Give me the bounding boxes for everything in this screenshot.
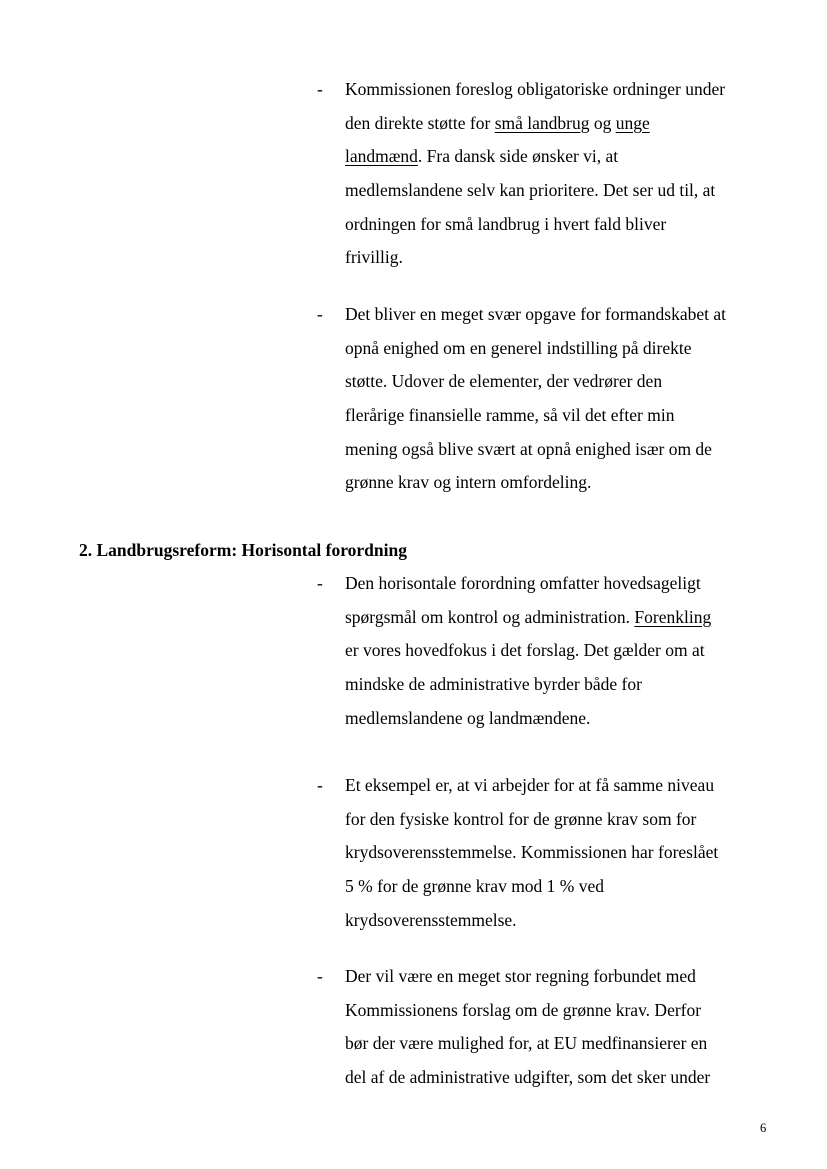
text-line — [345, 140, 777, 174]
bullet-dash: - — [317, 966, 323, 986]
text-line — [345, 836, 777, 870]
text-segment: mening også blive svært at opnå enighed især om de — [345, 438, 712, 459]
text-segment: flerårige finansielle ramme, så vil det efter min — [345, 405, 675, 426]
text-segment: for den fysiske kontrol for de grønne krav som for — [345, 808, 697, 829]
text-line — [345, 466, 777, 500]
text-line — [345, 73, 777, 107]
page-number: 6 — [760, 1121, 767, 1135]
text-line — [345, 332, 777, 366]
text-segment: Der vil være en meget stor regning forbundet med — [345, 966, 696, 986]
text-line — [345, 365, 777, 399]
text-line — [345, 634, 777, 668]
text-line — [345, 208, 777, 242]
text-line — [345, 601, 777, 635]
bullet-physical-control — [317, 769, 777, 937]
text-line — [345, 769, 777, 803]
text-segment: Kommissionen foreslog obligatoriske ordninger under — [345, 79, 726, 99]
text-segment: Det bliver en meget svær opgave for formandskabet at — [345, 304, 726, 324]
text-segment: frivillig. — [345, 247, 403, 268]
text-segment: Den horisontale forordning omfatter hovedsageligt — [345, 573, 701, 593]
text-segment: 5 % for de grønne krav mod 1 % ved — [345, 876, 605, 897]
underlined-term: unge — [615, 112, 650, 133]
underlined-term: landmænd — [345, 146, 418, 167]
bullet-text — [345, 567, 777, 735]
text-segment: ordningen for små landbrug i hvert fald bliver — [345, 213, 667, 234]
text-segment: grønne krav og intern omfordeling. — [345, 472, 592, 493]
text-line — [345, 174, 777, 208]
text-segment: støtte. Udover de elementer, der vedrører den — [345, 371, 663, 392]
bullet-small-farms — [317, 73, 777, 275]
text-line — [345, 433, 777, 467]
bullet-text — [345, 298, 777, 500]
text-line — [345, 803, 777, 837]
text-segment: spørgsmål om kontrol og administration. — [345, 606, 635, 627]
text-segment: Et eksempel er, at vi arbejder for at få samme niveau — [345, 775, 715, 795]
text-segment: mindske de administrative byrder både for — [345, 674, 642, 695]
text-line — [345, 298, 777, 332]
bullet-dash: - — [317, 304, 323, 324]
text-segment: krydsoverensstemmelse. Kommissionen har foreslået — [345, 842, 719, 863]
text-line — [345, 1061, 777, 1095]
bullet-general-approach — [317, 298, 777, 500]
text-segment: medlemslandene selv kan prioritere. Det ser ud til, at — [345, 180, 716, 201]
underlined-term: små landbrug — [494, 112, 590, 133]
text-line — [345, 567, 777, 601]
bullet-green-requirements-cost — [317, 960, 777, 1095]
text-line — [345, 702, 777, 736]
text-segment: medlemslandene og landmændene. — [345, 707, 591, 728]
text-line — [345, 668, 777, 702]
text-segment: del af de administrative udgifter, som det sker under — [345, 1067, 711, 1088]
text-segment: og — [589, 112, 616, 133]
text-segment: . Fra dansk side ønsker vi, at — [417, 146, 619, 167]
text-segment: bør der være mulighed for, at EU medfinansierer en — [345, 1033, 708, 1054]
text-segment: krydsoverensstemmelse. — [345, 909, 517, 930]
bullet-horizontal-regulation — [317, 567, 777, 735]
section-heading: 2. Landbrugsreform: Horisontal forordning — [79, 540, 407, 560]
underlined-term: Forenkling — [634, 606, 712, 627]
bullet-dash: - — [317, 573, 323, 593]
text-line — [345, 870, 777, 904]
bullet-text — [345, 73, 777, 275]
text-segment: Kommissionens forslag om de grønne krav. Derfor — [345, 999, 702, 1020]
bullet-text — [345, 960, 777, 1095]
bullet-dash: - — [317, 775, 323, 795]
text-segment: opnå enighed om en generel indstilling på direkte — [345, 337, 692, 358]
text-line — [345, 994, 777, 1028]
bullet-text — [345, 769, 777, 937]
text-line — [345, 960, 777, 994]
text-segment: den direkte støtte for — [345, 112, 495, 133]
text-line — [345, 241, 777, 275]
text-line — [345, 399, 777, 433]
text-segment: er vores hovedfokus i det forslag. Det gælder om at — [345, 640, 705, 661]
text-line — [345, 1027, 777, 1061]
text-line — [345, 107, 777, 141]
bullet-dash: - — [317, 79, 323, 99]
text-line — [345, 904, 777, 938]
